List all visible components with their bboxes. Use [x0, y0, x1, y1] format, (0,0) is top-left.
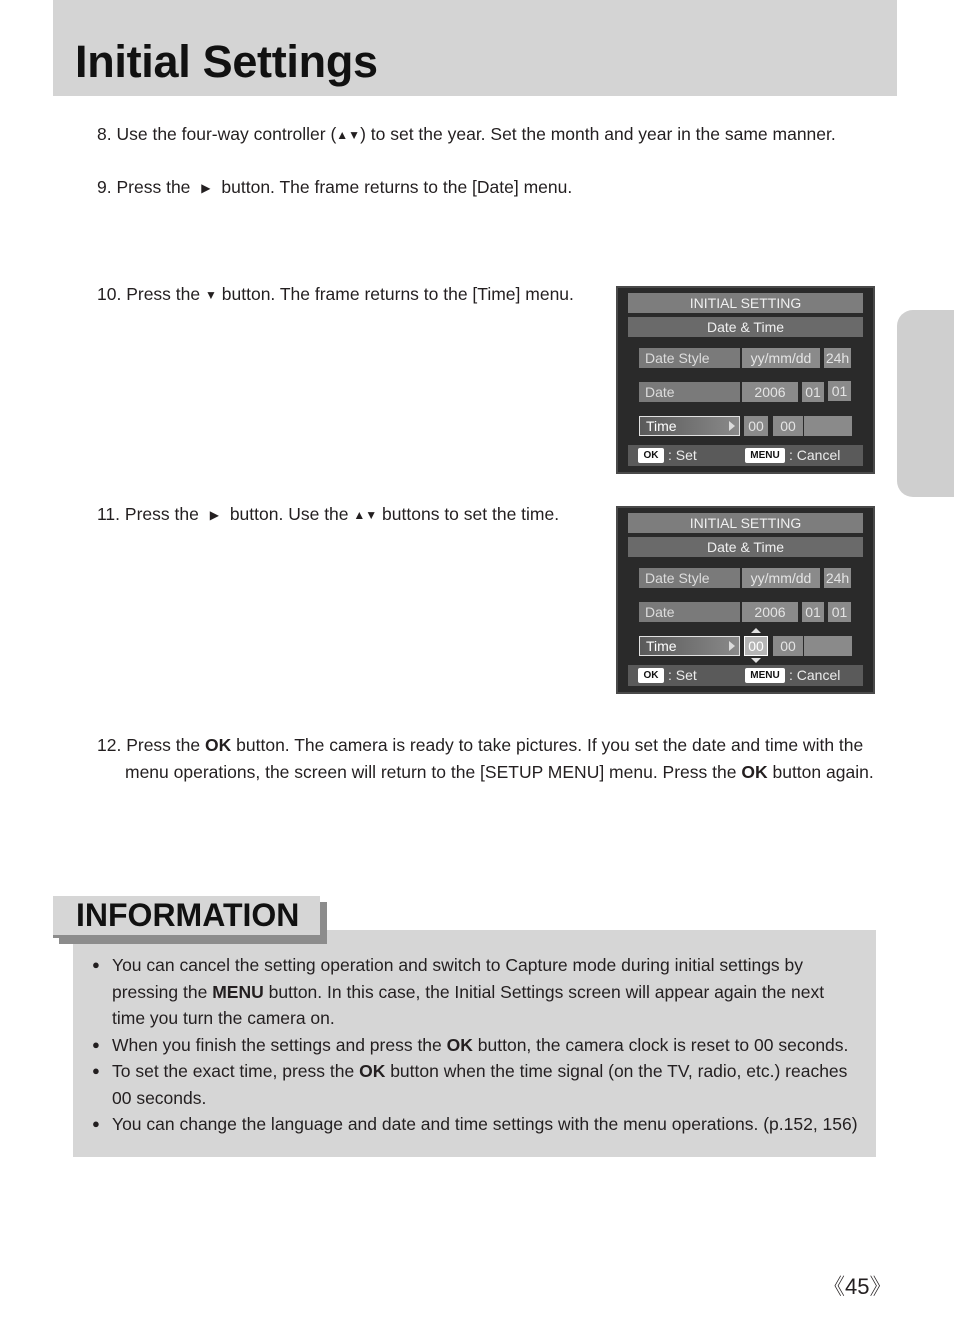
step-number: 12.	[97, 735, 122, 755]
page-title: Initial Settings	[75, 36, 378, 87]
ok-button-ref: OK	[359, 1061, 386, 1081]
ok-button-ref: OK	[446, 1034, 473, 1055]
page-number: 《45》	[823, 1274, 892, 1299]
step-8	[97, 121, 836, 149]
down-arrow-icon	[751, 658, 761, 663]
set-label: : Set	[668, 447, 697, 463]
month-value: 01	[802, 602, 824, 622]
day-value: 01	[828, 602, 851, 622]
right-arrow-icon	[729, 641, 735, 651]
cancel-label: : Cancel	[789, 447, 841, 463]
camera-screen-time-menu	[616, 286, 875, 474]
date-style-label: Date Style	[639, 348, 740, 368]
hour-value-selected: 00	[744, 636, 768, 656]
step-text: Press the	[126, 284, 201, 304]
date-style-value: yy/mm/dd	[742, 348, 820, 368]
time-label	[639, 416, 740, 436]
step-number: 11.	[97, 504, 121, 524]
step-text: button again.	[772, 762, 874, 782]
right-arrow-icon	[729, 421, 735, 431]
clock-format-value: 24h	[825, 570, 850, 586]
step-text: buttons to set the time.	[382, 504, 560, 524]
time-label	[639, 636, 740, 656]
step-text: Press the	[116, 177, 191, 197]
empty-field	[804, 416, 852, 436]
hour-value: 00	[744, 416, 768, 436]
step-number: 9.	[97, 177, 112, 197]
up-down-arrow-icon: ▲▼	[336, 128, 361, 142]
minute-value: 00	[773, 636, 803, 656]
up-down-arrow-icon: ▲▼	[353, 508, 378, 522]
minute-value: 00	[773, 416, 803, 436]
down-arrow-icon: ▼	[205, 288, 217, 302]
ok-key-icon: OK	[638, 448, 664, 463]
list-item: ● When you finish the settings and press the OK button, the camera clock is reset to 00 seconds.	[92, 1032, 862, 1059]
screen-footer	[628, 445, 863, 466]
date-label: Date	[639, 382, 740, 402]
list-item: ● To set the exact time, press the OK button when the time signal (on the TV, radio, etc.) reaches 00 seconds.	[92, 1058, 862, 1111]
camera-screen-time-edit	[616, 506, 875, 694]
step-10	[97, 281, 574, 309]
date-style-label: Date Style	[639, 568, 740, 588]
side-tab	[897, 310, 954, 497]
step-text: Press the	[126, 735, 201, 755]
list-item: ● You can cancel the setting operation and switch to Capture mode during initial settings by pressing the MENU button. In this case, the Initial Settings screen will appear again the next time you turn the camera on.	[92, 952, 862, 1032]
time-label-text: Time	[646, 418, 677, 434]
information-list	[92, 952, 862, 1138]
menu-key-icon: MENU	[745, 668, 785, 683]
step-number: 8.	[97, 124, 112, 144]
step-text: button. The frame returns to the [Date] menu.	[221, 177, 573, 197]
screen-footer	[628, 665, 863, 686]
step-11	[97, 501, 559, 529]
step-12-line-2	[97, 759, 897, 786]
step-text: Press the	[124, 504, 199, 524]
cancel-label: : Cancel	[789, 667, 841, 683]
ok-button-ref: OK	[741, 762, 768, 782]
step-9	[97, 174, 572, 202]
step-number: 10.	[97, 284, 122, 304]
screen-title: INITIAL SETTING	[628, 513, 863, 533]
date-style-value: yy/mm/dd	[742, 568, 820, 588]
step-text: ) to set the year. Set the month and year in the same manner.	[360, 124, 836, 144]
time-label-text: Time	[646, 638, 677, 654]
step-text: button. The camera is ready to take pictures. If you set the date and time with the	[236, 735, 864, 755]
step-text: button. Use the	[229, 504, 349, 524]
screen-title: INITIAL SETTING	[628, 293, 863, 313]
date-label: Date	[639, 602, 740, 622]
year-value: 2006	[742, 602, 798, 622]
step-text: button. The frame returns to the [Time] menu.	[221, 284, 574, 304]
right-arrow-icon: ▶	[201, 181, 211, 195]
empty-field	[804, 636, 852, 656]
up-arrow-icon	[751, 628, 761, 633]
step-text: Use the four-way controller (	[116, 124, 337, 144]
clock-format-value: 24h	[825, 350, 850, 366]
month-value: 01	[802, 382, 824, 402]
screen-subtitle: Date & Time	[628, 537, 863, 557]
ok-key-icon: OK	[638, 668, 664, 683]
step-text: menu operations, the screen will return to the [SETUP MENU] menu. Press the	[125, 762, 737, 782]
ok-button-ref: OK	[205, 735, 232, 755]
day-value: 01	[828, 381, 851, 401]
information-title: INFORMATION	[76, 897, 300, 933]
menu-key-icon: MENU	[745, 448, 785, 463]
menu-button-ref: MENU	[212, 981, 264, 1002]
list-item: ● You can change the language and date and time settings with the menu operations. (p.152, 156)	[92, 1111, 862, 1138]
set-label: : Set	[668, 667, 697, 683]
screen-subtitle: Date & Time	[628, 317, 863, 337]
step-12-line-1	[97, 732, 897, 759]
year-value: 2006	[742, 382, 798, 402]
right-arrow-icon: ▶	[209, 508, 219, 522]
step-12	[97, 732, 897, 786]
